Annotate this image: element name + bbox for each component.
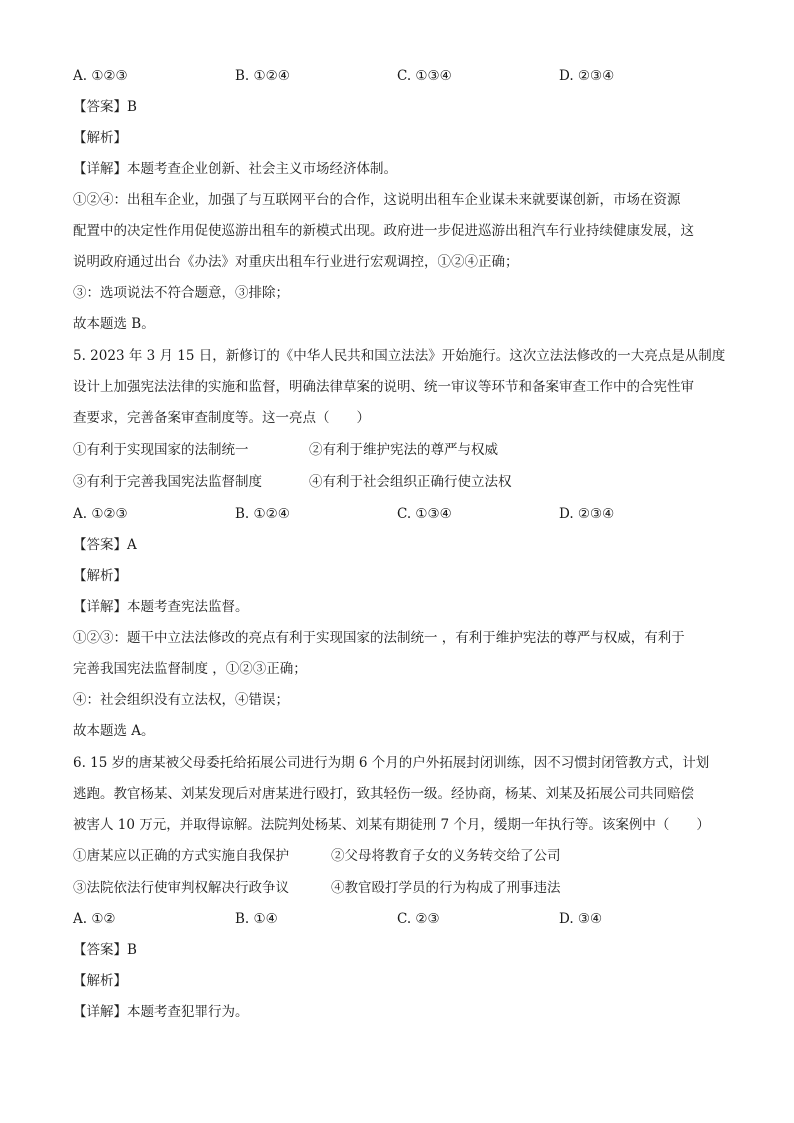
q6-stem-line: 6. 15 岁的唐某被父母委托给拓展公司进行为期 6 个月的户外拓展封闭训练，因不习惯封闭管教方式，计划	[73, 755, 710, 771]
q6-statement-4: ④教官殴打学员的行为构成了刑事违法	[331, 880, 561, 896]
q5-option-c: C. ①③④	[397, 506, 452, 522]
q5-detail: 【详解】本题考查宪法监督。	[73, 599, 249, 615]
q4-analysis-heading: 【解析】	[73, 130, 127, 146]
q6-statements-row	[73, 878, 733, 898]
q6-option-a: A. ①②	[73, 911, 116, 927]
q4-detail: 【详解】本题考查企业创新、社会主义市场经济体制。	[73, 161, 397, 177]
q5-stem-line: 5. 2023 年 3 月 15 日，新修订的《中华人民共和国立法法》开始施行。这次立法法修改的一大亮点是从制度	[73, 348, 726, 364]
q5-option-a: A. ①②③	[73, 506, 128, 522]
q4-option-b: B. ①②④	[235, 68, 290, 84]
q4-explanation-line: 配置中的决定性作用促使巡游出租车的新模式出现。政府进一步促进巡游出租汽车行业持续健康发展，这	[73, 223, 694, 239]
q4-conclusion: 故本题选 B。	[73, 316, 155, 332]
q4-options	[73, 66, 733, 86]
q6-stem-line: 逃跑。教官杨某、刘某发现后对唐某进行殴打，致其轻伤一级。经协商，杨某、刘某及拓展公司共同赔偿	[73, 786, 694, 802]
q5-stem-line: 设计上加强宪法法律的实施和监督，明确法律草案的说明、统一审议等环节和备案审查工作中的合宪性审	[73, 379, 694, 395]
q6-option-c: C. ②③	[397, 911, 440, 927]
q5-answer: 【答案】A	[73, 537, 137, 553]
q4-explanation-line: 说明政府通过出台《办法》对重庆出租车行业进行宏观调控，①②④正确；	[73, 254, 519, 270]
q5-statement-3: ③有利于完善我国宪法监督制度	[73, 474, 262, 490]
q6-statement-3: ③法院依法行使审判权解决行政争议	[73, 880, 289, 896]
q6-statements-row	[73, 846, 733, 866]
q4-answer: 【答案】B	[73, 99, 137, 115]
q5-option-b: B. ①②④	[235, 506, 290, 522]
q5-statements-row	[73, 472, 733, 492]
q6-option-b: B. ①④	[235, 911, 278, 927]
q5-statements-row	[73, 440, 733, 460]
q4-option-c: C. ①③④	[397, 68, 452, 84]
q6-answer: 【答案】B	[73, 942, 137, 958]
q5-statement-1: ①有利于实现国家的法制统一	[73, 442, 249, 458]
q6-option-d: D. ③④	[559, 911, 603, 927]
q5-statement-2: ②有利于维护宪法的尊严与权威	[309, 442, 498, 458]
q5-statement-4: ④有利于社会组织正确行使立法权	[309, 474, 512, 490]
q4-explanation-line: ①②④：出租车企业，加强了与互联网平台的合作，这说明出租车企业谋未来就要谋创新，市场在资源	[73, 192, 681, 208]
q4-option-d: D. ②③④	[559, 68, 615, 84]
q6-detail: 【详解】本题考查犯罪行为。	[73, 1004, 249, 1020]
q5-stem-line: 查要求，完善备案审查制度等。这一亮点（ ）	[73, 410, 370, 426]
q6-stem-line: 被害人 10 万元，并取得谅解。法院判处杨某、刘某有期徒刑 7 个月，缓期一年执行等。该案例中（ ）	[73, 817, 710, 833]
q5-options	[73, 504, 733, 524]
q4-option-a: A. ①②③	[73, 68, 128, 84]
q5-analysis-heading: 【解析】	[73, 568, 127, 584]
q6-statement-2: ②父母将教育子女的义务转交给了公司	[331, 848, 561, 864]
q6-statement-1: ①唐某应以正确的方式实施自我保护	[73, 848, 289, 864]
q5-explanation-line: 完善我国宪法监督制度 ，①②③正确；	[73, 661, 307, 677]
q5-conclusion: 故本题选 A。	[73, 723, 155, 739]
q5-explanation-line: ①②③：题干中立法法修改的亮点有利于实现国家的法制统一 ，有利于维护宪法的尊严与权威，有利于	[73, 630, 685, 646]
q5-option-d: D. ②③④	[559, 506, 615, 522]
q6-options	[73, 909, 733, 929]
q4-explanation-line: ③：选项说法不符合题意，③排除；	[73, 285, 289, 301]
q5-explanation-line: ④：社会组织没有立法权，④错误；	[73, 692, 289, 708]
q6-analysis-heading: 【解析】	[73, 973, 127, 989]
